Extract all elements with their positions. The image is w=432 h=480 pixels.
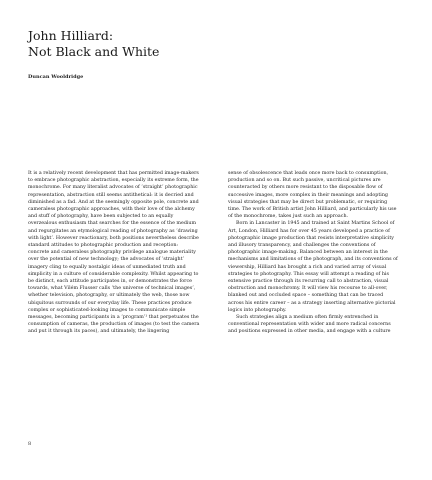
article-title bbox=[28, 28, 159, 60]
page-number: 8 bbox=[28, 441, 32, 447]
article-title-line-2: Not Black and White bbox=[28, 44, 160, 59]
paragraph: It is a relatively recent development that has permitted image-makers to embrace photographic abstraction, especially its extreme form, the monochrome. For many literalist advocates of ‘straight’ photographic representation, abstraction still seems antithetical: it is decried and diminished as a fad. And at the seemingly opposite pole, concrete and cameraless photographic approaches, with their love of the alchemy and stuff of photography, have been subjected to an equally overzealous enthusiasm that searches for the essence of the medium and regurgitates an etymological reading of photography as ‘drawing with light’. However reactionary, both positions nevertheless describe standard attitudes to photographic production and reception: concrete and cameraless photography privilege analogue materiality over the potential of new technology; the advocates of ‘straight’ imagery cling to equally nostalgic ideas of unmediated truth and simplicity in a culture of considerable complexity. Whilst appearing to be distinct, each attitude participates in, or demonstrates the force towards, what Vilém Flusser calls ‘the universe of technical images’, whether television, photography, or ultimately the web, those now ubiquitous surrounds of our everyday life. These practices produce complex or sophisticated-looking images to communicate simple messages, becoming participants in a ‘program’¹ that perpetuates the consumption of cameras, the production of images (to test the camera and put it through its paces), and ultimately, the lingering bbox=[28, 171, 200, 335]
article-title-line-1: John Hilliard: bbox=[28, 28, 114, 43]
paragraph: Born in Lancaster in 1945 and trained at Saint Martins School of Art, London, Hilliard has for over 45 years developed a practice of photographic image production that resists interpretative simplicity and illusory transparency, and challenges the conventions of photographic image-making. Balanced between an interest in the mechanisms and limitations of the photograph, and its conventions of viewership, Hilliard has brought a rich and varied array of visual strategies to photography. This essay will attempt a reading of his extensive practice through its recurring call to abstraction, visual obstruction and monochromy. It will view his recourse to all-over, blanked out and occluded space – something that can be traced across his entire career – as a strategy inserting alternative pictorial logics into photography. bbox=[228, 221, 398, 313]
paragraph: Such strategies align a medium often firmly entrenched in conventional representation with wider and more radical concerns and positions expressed in other media, and engage with a culture bbox=[228, 315, 391, 335]
article-author: Duncan Wooldridge bbox=[28, 74, 84, 80]
text-column-left bbox=[28, 170, 200, 336]
paragraph: sense of obsolescence that leads once more back to consumption, production and so on. But such passive, uncritical pictures are counteracted by others more resistant to the disposable flow of successive images, more complex in their meanings and adopting visual strategies that may be direct but problematic, or requiring time. The work of British artist John Hilliard, and particularly his use of the monochrome, takes just such an approach. bbox=[228, 171, 397, 220]
text-column-right bbox=[228, 170, 400, 336]
